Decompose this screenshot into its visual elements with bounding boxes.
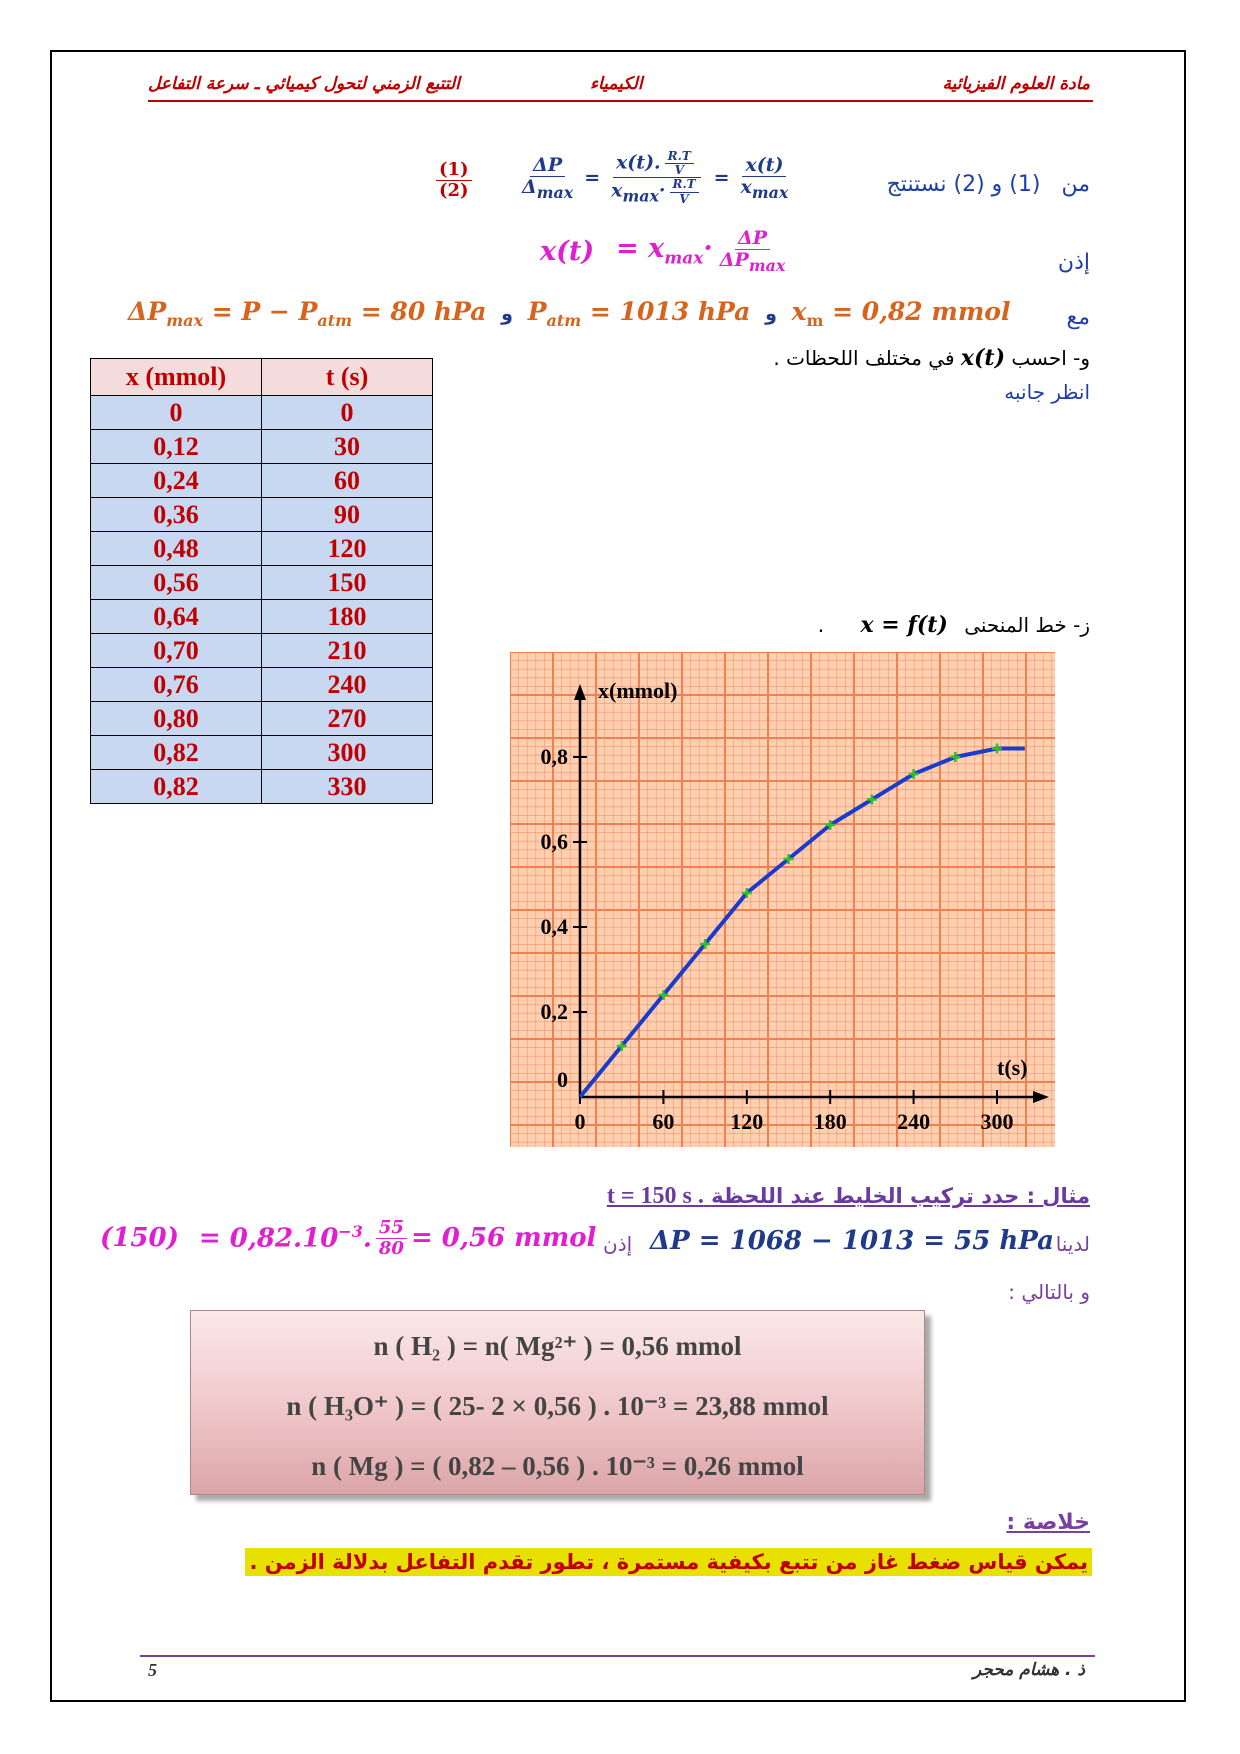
table-row <box>91 498 433 532</box>
x-tick-label: 0 <box>574 1109 586 1134</box>
eq2-ref: (2) <box>953 172 985 197</box>
footer-divider <box>140 1655 1095 1657</box>
cell-x: 0,48 <box>91 532 262 566</box>
deduction-equation: x(t) = $x_{max}\cdot$ $\frac{\Delta P}{\Delta P_{max}}$ <box>540 228 792 274</box>
table-row <box>91 396 433 430</box>
y-axis-label: x(mmol) <box>598 678 678 703</box>
table-row <box>91 600 433 634</box>
example-have: لدينا <box>1055 1232 1090 1256</box>
table-body <box>91 396 433 804</box>
from-text: من <box>1061 172 1090 197</box>
patm-expr: $P_{atm} = 1013$ hPa <box>527 297 751 330</box>
cell-x: 0,82 <box>91 736 262 770</box>
x-tick-label: 300 <box>980 1109 1014 1134</box>
cell-t: 60 <box>262 464 433 498</box>
table-header-t: t (s) <box>262 359 433 396</box>
x-tick-label: 240 <box>897 1109 931 1134</box>
header-branch: الكيمياء <box>590 74 643 94</box>
results-box <box>190 1310 925 1495</box>
cell-t: 150 <box>262 566 433 600</box>
given-with: مع <box>1066 305 1090 330</box>
header-divider <box>148 100 1093 102</box>
y-tick-label: 0,4 <box>540 914 568 939</box>
cell-t: 120 <box>262 532 433 566</box>
conclusion-title: خلاصة : <box>1006 1510 1090 1535</box>
given-values: $\Delta P_{max} = P - P_{atm} = 80$ hPa و $P_{atm} = 1013$ hPa و $x_m = 0,82$ mmol <box>128 297 1011 330</box>
intro-line <box>887 172 1090 197</box>
graph-paper <box>510 652 1055 1147</box>
see-aside: انظر جانبه <box>1004 380 1090 404</box>
cell-x: 0,24 <box>91 464 262 498</box>
cell-t: 0 <box>262 396 433 430</box>
cell-x: 0,56 <box>91 566 262 600</box>
cell-t: 330 <box>262 770 433 804</box>
table-row <box>91 532 433 566</box>
consequently: و بالتالي : <box>1008 1280 1090 1304</box>
table-row <box>91 770 433 804</box>
result-mg: n ( Mg ) = ( 0,82 – 0,56 ) . 10⁻³ = 0,26 mmol <box>311 1451 804 1481</box>
table-row <box>91 464 433 498</box>
footer-page: 5 <box>148 1660 157 1680</box>
calc-step: و- احسب x(t) في مختلف اللحظات . <box>773 345 1090 371</box>
deduction-frac: $\frac{\Delta P}{\Delta P_{max}}$ <box>719 227 786 275</box>
y-tick-label: 0,2 <box>540 999 568 1024</box>
conclusion-text: يمكن قياس ضغط غاز من تتبع بكيفية مستمرة ، تطور تقدم التفاعل بدلالة الزمن . <box>245 1548 1092 1576</box>
table-row <box>91 566 433 600</box>
deduction-label: إذن <box>1057 250 1090 275</box>
x-tick-label: 60 <box>652 1109 675 1134</box>
deduce-text: نستنتج <box>886 172 947 197</box>
data-table <box>90 358 433 804</box>
y-tick-label: 0,8 <box>540 744 568 769</box>
table-header-x: x (mmol) <box>91 359 262 396</box>
cell-t: 30 <box>262 430 433 464</box>
x-tick-label: 180 <box>813 1109 847 1134</box>
result-h3o: n ( H₃O⁺ ) = ( 25- 2 × 0,56 ) . 10⁻³ = 23,88 mmol <box>286 1391 829 1421</box>
ratio-frac-2: x(t). $\frac{R.T}{V}$ $x_{max}\cdot$ $\frac{R.T}{V}$ <box>608 150 706 206</box>
curve-step: ز- خط المنحنى x = f(t) . <box>817 612 1090 638</box>
header-lesson: التتبع الزمني لتحول كيميائي ـ سرعة التفاعل <box>148 74 460 94</box>
table-row <box>91 668 433 702</box>
table-header-row <box>91 359 433 396</box>
cell-x: 0,36 <box>91 498 262 532</box>
example-title: مثال : حدد تركيب الخليط عند اللحظة t = 150 s . <box>606 1183 1090 1209</box>
cell-t: 180 <box>262 600 433 634</box>
eq1-ref: (1) <box>1009 172 1041 197</box>
ratio-frac-3: $\frac{x(t)}{x_{max}}$ <box>740 153 789 202</box>
cell-t: 90 <box>262 498 433 532</box>
cell-x: 0,70 <box>91 634 262 668</box>
y-tick-label: 0 <box>557 1067 568 1092</box>
cell-x: 0,12 <box>91 430 262 464</box>
result-h2: n ( H₂ ) = n( Mg²⁺ ) = 0,56 mmol <box>373 1331 742 1361</box>
cell-t: 210 <box>262 634 433 668</box>
x-axis-label: t(s) <box>997 1055 1028 1080</box>
table-row <box>91 430 433 464</box>
ratio-equation: $\frac{\Delta P}{\Delta_{max}}$ = x(t). $\frac{R.T}{V}$ $x_{max}\cdot$ $\frac{R.T}{V}$ = $\frac{x(t)}{x_{max}}$ <box>515 150 795 206</box>
example-x150: (150) = $0,82.10^{-3}$. $\frac{55}{80}$ = 0,56 mmol <box>100 1217 597 1259</box>
cell-x: 0,82 <box>91 770 262 804</box>
header-subject: مادة العلوم الفيزيائية <box>942 74 1090 94</box>
table-row <box>91 736 433 770</box>
cell-t: 240 <box>262 668 433 702</box>
cell-t: 300 <box>262 736 433 770</box>
cell-x: 0,80 <box>91 702 262 736</box>
and-text: و <box>991 172 1003 197</box>
cell-x: 0,64 <box>91 600 262 634</box>
x-vs-t-chart <box>510 652 1055 1147</box>
table-row <box>91 634 433 668</box>
cell-t: 270 <box>262 702 433 736</box>
cell-x: 0 <box>91 396 262 430</box>
x-tick-label: 120 <box>730 1109 764 1134</box>
example-dp: ΔP = 1068 − 1013 = 55 hPa <box>650 1226 1054 1256</box>
footer-author: ذ . هشام محجر <box>972 1660 1085 1680</box>
ratio-frac-1: $\frac{\Delta P}{\Delta_{max}}$ <box>522 153 574 202</box>
xm-expr: $x_m = 0,82$ mmol <box>791 297 1011 330</box>
deduction-lhs: x(t) <box>540 235 595 267</box>
ratio-label: $\frac{(1)}{(2)}$ <box>432 160 476 201</box>
y-tick-label: 0,6 <box>540 829 568 854</box>
example-then: إذن <box>603 1232 633 1256</box>
dpmax-expr: $\Delta P_{max} = P - P_{atm} = 80$ hPa <box>128 297 487 330</box>
cell-x: 0,76 <box>91 668 262 702</box>
table-row <box>91 702 433 736</box>
